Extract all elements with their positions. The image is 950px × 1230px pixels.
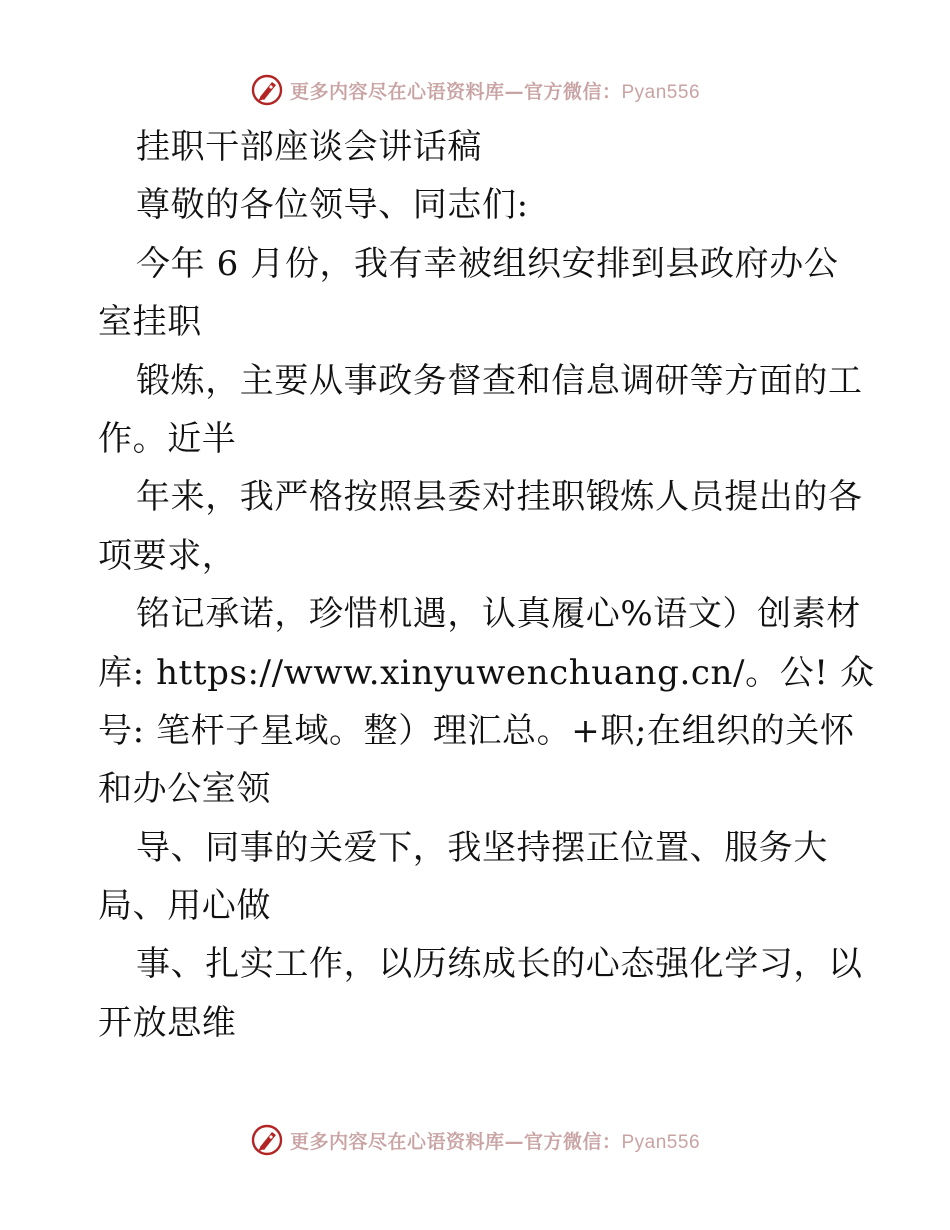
document-line: 开放思维 [98,1002,237,1043]
document-line: 库: https://www.xinyuwenchuang.cn/。公! 众 [98,652,875,693]
document-line: 号: 笔杆子星域。整）理汇总。+职;在组织的关怀 [98,710,855,751]
pen-nib-logo-icon [250,1123,284,1157]
footer-watermark-banner [0,1120,950,1160]
banner-slogan: 更多内容尽在心语资料库—官方微信： [289,80,622,103]
banner-wechat-id: Pyan556 [621,1131,701,1153]
document-line: 事、扎实工作，以历练成长的心态强化学习，以 [136,944,863,985]
document-line: 挂职干部座谈会讲话稿 [136,127,482,167]
document-line: 锻炼，主要从事政务督查和信息调研等方面的工 [136,360,863,401]
document-body [98,118,875,1052]
document-line: 导、同事的关爱下，我坚持摆正位置、服务大 [136,827,828,868]
document-line: 项要求， [98,535,237,576]
document-line: 和办公室领 [98,769,271,810]
document-line: 铭记承诺，珍惜机遇，认真履心%语文）创素材 [136,594,861,635]
banner-text [290,77,700,104]
document-line: 今年 6 月份，我有幸被组织安排到县政府办公 [136,243,839,284]
document-line: 室挂职 [98,302,202,343]
document-line: 年来，我严格按照县委对挂职锻炼人员提出的各 [136,477,863,518]
banner-text [290,1127,700,1154]
banner-slogan: 更多内容尽在心语资料库—官方微信： [289,1130,622,1153]
document-line: 尊敬的各位领导、同志们: [136,185,529,226]
pen-nib-logo-icon [250,73,284,107]
header-watermark-banner [0,70,950,110]
banner-wechat-id: Pyan556 [621,81,701,103]
document-line: 作。近半 [98,418,237,459]
document-line: 局、用心做 [98,886,271,927]
